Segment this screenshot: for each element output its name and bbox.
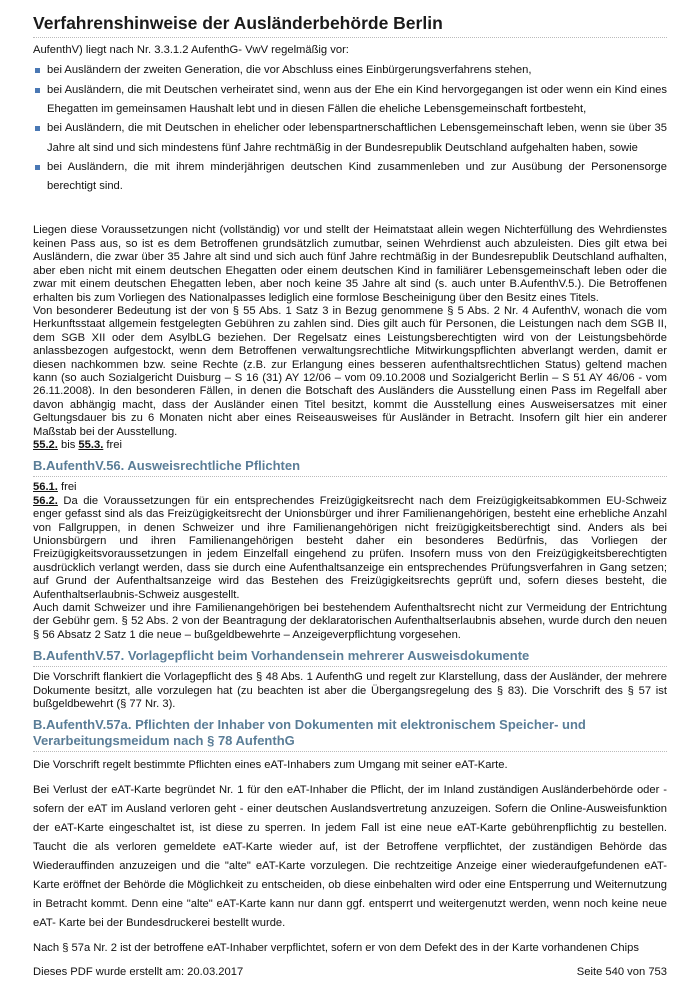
item-56-2-text: Da die Voraussetzungen für ein entsprechendes Freizügigkeitsrecht nach dem Freizügigkeitsabkommen EU-Schweiz enger gefasst sind als das Freizügigkeitsrecht der Unionsbürger und ihrer Familienangehörigen, besteht eine erhebliche Anzahl von Fallgruppen, in denen Schweizer und ihre Familienangehörigen nicht freizügigkeitsberechtigt sind. Anders als bei Unionsbürgern und ihren Familienangehörigen besteht daher ein besonderes Bedürfnis, das Vorliegen der Freizügigkeitsvoraussetzungen in jedem Einzelfall eingehend zu prüfen. Insofern muss von den Freizügigkeitsberechtigten ausdrücklich verlangt werden, dass sie durch eine Aufenthaltsanzeige ein entsprechendes Prüfungsverfahren in Gang setzen; auf Grund der Aufenthaltsanzeige wird das Bestehen des Freizügigkeitsrechts geprüft und, sofern dieses besteht, die Aufenthaltserlaubnis-Schweiz ausgestellt. [33,494,667,601]
section-heading-56: B.AufenthV.56. Ausweisrechtliche Pflichten [33,458,667,477]
section-heading-57a: B.AufenthV.57a. Pflichten der Inhaber von Dokumenten mit elektronischem Speicher- und Verarbeitungsmeidum nach § 78 AufenthG [33,717,667,752]
paragraph-57a-2: Bei Verlust der eAT-Karte begründet Nr. 1 für den eAT-Inhaber die Pflicht, der im Inland zuständigen Ausländerbehörde oder - sofern der eAT im Ausland verloren geht - einer deutschen Auslandsvertretung anzuzeigen. Sofern die Online-Ausweisfunktion der eAT-Karte eingeschaltet ist, ist diese zu sperren. In jedem Fall ist eine neue eAT-Karte gebührenpflichtig zu bestellen. Taucht die als verloren gemeldete eAT-Karte wieder auf, ist der Betroffene verpflichtet, der zuständigen Behörde das Wiederauffinden anzuzeigen und die "alte" eAT-Karte vorzulegen. Die rechtzeitige Anzeige einer wiederaufgefundenen eAT-Karte eröffnet der Behörde die Möglichkeit zu entscheiden, ob diese einbehalten wird oder eine Entsperrung und Weiternutzung in Betracht kommt. Denn eine "alte" eAT-Karte kann nur dann ggf. entsperrt und weitergenutzt werden, wenn noch keine neue eAT- Karte bei der Bundesdruckerei bestellt wurde. [33,784,667,930]
list-item: bei Ausländern, die mit Deutschen verheiratet sind, wenn aus der Ehe ein Kind hervorgegangen ist oder wenn ein Kind eines Ehegatten im gemeinsamen Haushalt lebt und in diesen Fällen die eheliche Lebensgemeinschaft fortbesteht, [43,81,667,120]
item-56-1-text: frei [57,481,77,494]
link-55-3[interactable]: 55.3. [78,438,104,451]
link-56-1[interactable]: 56.1. [33,481,58,494]
conditions-list [33,61,667,196]
section-heading-57: B.AufenthV.57. Vorlagepflicht beim Vorhandensein mehrerer Ausweisdokumente [33,648,667,667]
link-56-2[interactable]: 56.2. [33,494,58,507]
range-line [33,439,667,452]
item-56-2 [33,495,667,602]
range-mid: bis [57,438,79,451]
footer-page-number: Seite 540 von 753 [576,966,667,978]
list-item: bei Ausländern der zweiten Generation, die vor Abschluss eines Einbürgerungsverfahrens stehen, [43,61,667,80]
paragraph-57: Die Vorschrift flankiert die Vorlagepflicht des § 48 Abs. 1 AufenthG und regelt zur Klarstellung, dass der Ausländer, der mehrere Dokumente besitzt, alle vorzulegen hat (zu beachten ist aber die Übergangsregelung des § 83). Die Vorschrift des § 57 ist bußgeldbewehrt (§ 77 Nr. 3). [33,671,667,711]
footer-created: Dieses PDF wurde erstellt am: 20.03.2017 [33,966,244,978]
paragraph-57a-1: Die Vorschrift regelt bestimmte Pflichten eines eAT-Inhabers zum Umgang mit seiner eAT-Karte. [33,759,508,772]
link-55-2[interactable]: 55.2. [33,438,58,451]
intro-line: AufenthV) liegt nach Nr. 3.3.1.2 AufenthG- VwV regelmäßig vor: [33,44,349,56]
range-rest: frei [103,438,122,451]
paragraph-gebuehren: Von besonderer Bedeutung ist der von § 55 Abs. 1 Satz 3 in Bezug genommene § 5 Abs. 2 Nr. 4 AufenthV, wonach die vom Herkunftsstaat allgemein festgelegten Gebühren zu zahlen sind. Dies gilt auch für Personen, die Leistungen nach dem SGB II, dem SGB XII oder dem AsylbLG beziehen. Der Regelsatz eines Leistungsberechtigten wird von der Leistungsbehörde anlassbezogen aufgestockt, wenn dem Betroffenen verwaltungsrechtliche Mitwirkungspflichten abverlangt werden, damit er diesen nachkommen bzw. seine Rechte (z.B. zur Erlangung eines besseren aufenthaltsrechtlichen Status) geltend machen kann (so auch Sozialgericht Duisburg – S 16 (31) AY 12/06 – vom 09.10.2008 und Sozialgericht Berlin – S 51 AY 46/06 - vom 26.11.2008). In den besonderen Fällen, in denen die Botschaft des Ausländers die Ausstellung einen Pass im Regelfall aber davon abhängig macht, dass der Ausländer einen Titel besitzt, kommt die Ausstellung eines Ausweisersatzes mit einer Geltungsdauer bis zu 6 Monaten nicht aber eines Reiseausweises für Ausländer in Betracht. Insofern gilt hier ein anderer Maßstab bei der Ausstellung. [33,304,667,438]
item-56-1 [33,481,667,494]
paragraph-wehrdienst: Liegen diese Voraussetzungen nicht (vollständig) vor und stellt der Heimatstaat allein wegen Nichterfüllung des Wehrdienstes keinen Pass aus, so ist es dem Betroffenen grundsätzlich zumutbar, seinen Wehrdienst auch abzuleisten. Dies gilt etwa bei Ausländern, die zwar über 35 Jahre alt sind und sich auch fünf Jahre rechtmäßig in der Bundesrepublik Deutschland aufhalten, aber eben nicht mit einem deutschen Ehegatten oder einem deutschen Kind in familiärer Lebensgemeinschaft leben oder die zwar mit einem deutschen Ehegatten leben, aber noch keine 35 Jahre alt sind (s. auch unter B.AufenthV.5.). Die Betroffenen erhalten bis zum Vorliegen des Nationalpasses lediglich eine formlose Bescheinigung über den Besitz eines Titels. [33,224,667,304]
paragraph-57a-3: Nach § 57a Nr. 2 ist der betroffene eAT-Inhaber verpflichtet, sofern er von dem Defekt des in der Karte vorhandenen Chips [33,942,639,955]
paragraph-56-schweizer: Auch damit Schweizer und ihre Familienangehörigen bei bestehendem Aufenthaltsrecht nicht zur Vermeidung der Entrichtung der Gebühr gem. § 52 Abs. 2 von der Beantragung der deklaratorischen Aufenthaltserlaubnis absehen, wurde durch den neuen § 56 Absatz 2 Satz 1 die neue – bußgeldbewehrte – Anzeigeverpflichtung vorgesehen. [33,602,667,641]
document-title: Verfahrenshinweise der Ausländerbehörde Berlin [33,8,667,38]
list-item: bei Ausländern, die mit Deutschen in ehelicher oder lebenspartnerschaftlichen Lebensgemeinschaft leben, wenn sie über 35 Jahre alt sind und sich mindestens fünf Jahre rechtmäßig in der Bundesrepublik Deutschland aufgehalten haben, sowie [43,119,667,158]
page-footer [33,966,667,978]
document-page [33,8,667,964]
list-item: bei Ausländern, die mit ihrem minderjährigen deutschen Kind zusammenleben und zur Ausübung der Personensorge berechtigt sind. [43,158,667,197]
spacer [33,196,667,224]
